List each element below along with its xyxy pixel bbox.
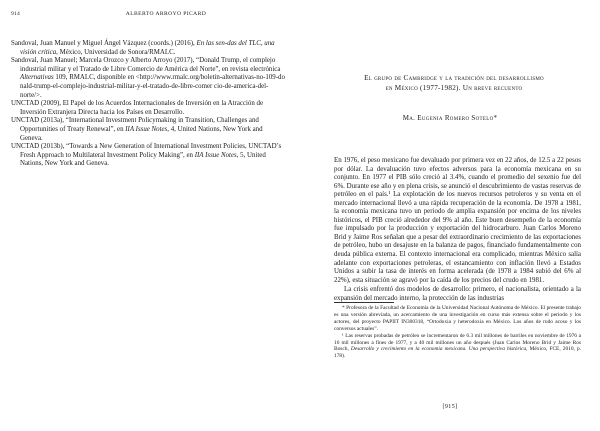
chapter-author: Ma. Eugenia Romero Sotelo* (402, 114, 498, 122)
running-head-author: ALBERTO ARROYO PICARD (125, 11, 207, 17)
bibliography-list (11, 40, 286, 169)
text-run: UNCTAD (2013a), “International Investment Policymaking in Transition, Challenges and Opportunities of Treaty Renewal”, en (11, 117, 259, 133)
right-page-folio: [915] (442, 404, 458, 410)
italic-text: IIA Issue Notes (125, 125, 168, 133)
text-run: * Profesora de la Facultad de Economía de la Universidad Nacional Autónoma de México. El presente trabajo es una versión abreviada, un acercamiento de una investigación en curso más extensa sobre el periodo y los actores, del proyecto PAPIIT IN300318, “Ortodoxia y heterodoxia en México. Los años de rudo acoso y los conversos actuales”. (334, 305, 581, 332)
italic-text: IIA Issue Notes (194, 151, 237, 159)
bibliography-entry (11, 100, 286, 117)
left-page-number: 914 (11, 11, 20, 17)
chapter-title (326, 73, 582, 93)
footnote (334, 305, 581, 333)
footnote (334, 333, 581, 361)
text-run: UNCTAD (2013b), “Towards a New Generation of International Investment Policies, UNCTAD’s Fresh Approach to Multilateral Investment Policy Making”, en (11, 143, 282, 159)
text-run: Sandoval, Juan Manuel; Marcela Orozco y Alberto Arroyo (2017), “Donald Trump, el complejo industrial militar y el Tratado de Libre Comercio de América del Norte”, en revista electrónica (11, 57, 281, 73)
text-run: , 5, United Nations, New York and Geneva. (20, 151, 266, 168)
footnotes (334, 305, 581, 360)
text-run: UNCTAD (2009), El Papel de los Acuerdos Internacionales de Inversión en la Atracción de Inversión Extranjera Directa hacia los Países en Desarrollo. (11, 100, 264, 116)
left-running-header (11, 11, 291, 17)
text-run: , México, Universidad de Sonora/RMALC. (56, 48, 176, 56)
text-run: , México, FCE, 2010, p. 178). (334, 346, 581, 360)
italic-text: En las sen-das del TLC, una visión crítica (20, 40, 275, 56)
body-text (334, 157, 581, 303)
body-paragraph: En 1976, el peso mexicano fue devaluado por primera vez en 22 años, de 12.5 a 22 pesos por dólar. La devaluación tuvo efectos adversos para la economía mexicana en su conjunto. En 1977 el PIB sólo creció al 3.4%, cuando el promedio del sexenio fue del 6%. Durante ese año y en plena crisis, se anunció el descubrimiento de vastas reservas de petróleo en el país.¹ La explotación de los nuevos recursos petroleros y su venta en el mercado internacional llevó a una rápida recuperación de la economía. De 1978 a 1981, la economía mexicana tuvo un periodo de amplia expansión por encima de los niveles históricos, el PIB creció alrededor del 9% al año. Este buen desempeño de la economía fue impulsado por la producción y exportación del hidrocarburo. Juan Carlos Moreno Brid y Jaime Ros señalan que a pesar del extraordinario crecimiento de las exportaciones de petróleo, hubo un desajuste en la balanza de pagos, financiado fundamentalmente con deuda pública externa. El contexto internacional era complicado, mientras México salía adelante con exportaciones petroleras, el estancamiento con inflación llevó a Estados Unidos a subir la tasa de interés en forma acelerada (de 1978 a 1984 subió del 6% al 22%), esta situación se agravó por la caída de los precios del crudo en 1981. (334, 157, 581, 284)
body-paragraph: La crisis enfrentó dos modelos de desarrollo: primero, el nacionalista, orientado a la expansión del mercado interno, la protección de las industrias (334, 286, 581, 302)
italic-text: Alternativas (20, 74, 54, 82)
bibliography-entry (11, 143, 286, 169)
text-run: Sandoval, Juan Manuel y Miguel Ángel Vázquez (coords.) (2016), (11, 40, 197, 47)
footnote-rule (334, 302, 394, 303)
text-run: 109, RMALC, disponible en <http://www.rmalc.org/boletin-alternativas-no-109-do nald-trump-el-complejo-industrial-militar-y-el-tratado-de-libre-comer cio-de-america-del-norte/>. (20, 74, 285, 99)
text-run: ¹ Las reservas probadas de petróleo se incrementaron de 6.3 mil millones de barriles en noviembre de 1976 a 16 mil millones a fines de 1977, y a 40 mil millones un año después (Juan Carlos Moreno Brid y Jaime Ros Bosch, (334, 332, 581, 353)
text-run: , 4, United Nations, New York and Geneva. (20, 125, 263, 142)
italic-text: Desarrollo y crecimiento en la economía mexicana. Una perspectiva histórica (350, 346, 527, 353)
bibliography-entry (11, 40, 286, 57)
chapter-title-line-1: El grupo de Cambridge y la tradición del desarrollismo (364, 74, 544, 82)
bibliography-entry (11, 57, 286, 100)
bibliography-entry (11, 117, 286, 143)
chapter-title-line-2: en México (1977-1982). Un breve recuento (385, 84, 523, 92)
